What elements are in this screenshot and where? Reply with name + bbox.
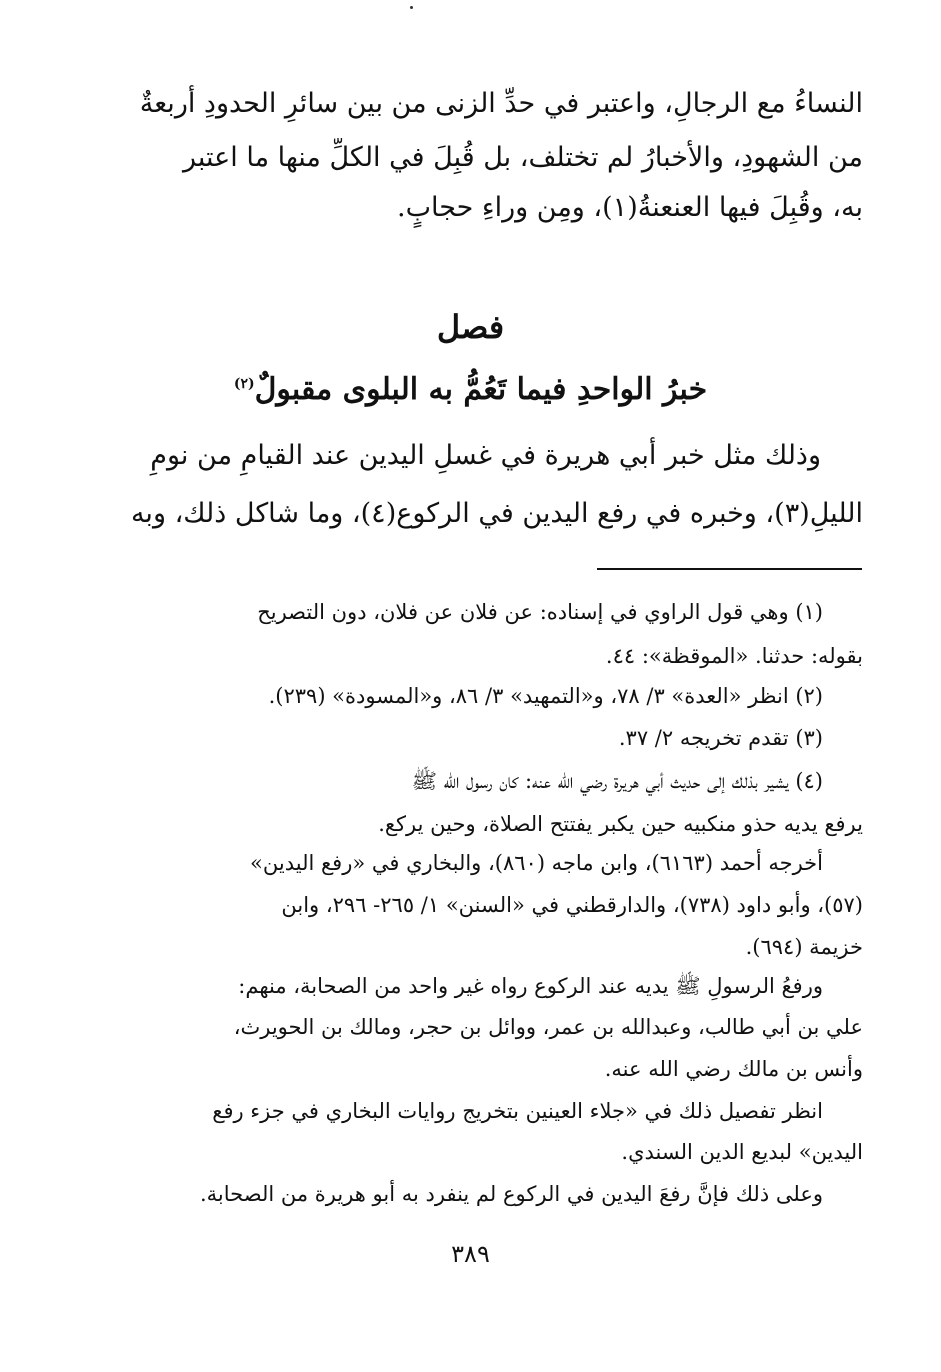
footnote-line: اليدين» لبديع الدين السندي.	[621, 1140, 863, 1164]
footnote-line: يرفع يديه حذو منكبيه حين يكبر يفتتح الصلاة، وحين يركع.	[378, 812, 863, 836]
footnote-line: (٥٧)، وأبو داود (٧٣٨)، والدارقطني في «السنن» ١/ ٢٦٥- ٢٩٦، وابن	[281, 893, 863, 917]
section-subtitle	[0, 362, 941, 412]
footnote-line: علي بن أبي طالب، وعبدالله بن عمر، ووائل بن حجر، ومالك بن الحويرث،	[233, 1015, 863, 1039]
footnote-line: وعلى ذلك فإنَّ رفعَ اليدين في الركوع لم ينفرد به أبو هريرة من الصحابة.	[200, 1182, 823, 1206]
body-line: به، وقُبِلَ فيها العنعنةُ(١)، ومِن وراءِ حجابٍ.	[397, 192, 863, 223]
footnote-line: أخرجه أحمد (٦١٦٣)، وابن ماجه (٨٦٠)، والبخاري في «رفع اليدين»	[250, 851, 823, 875]
scan-speck	[410, 6, 413, 9]
body-line: الليلِ(٣)، وخبره في رفع اليدين في الركوع(٤)، وما شاكل ذلك، وبه	[130, 498, 863, 529]
footnote-line: انظر تفصيل ذلك في «جلاء العينين بتخريج روايات البخاري في جزء رفع	[212, 1099, 823, 1123]
body-line: النساءُ مع الرجالِ، واعتبر في حدِّ الزنى من بين سائرِ الحدودِ أربعةٌ	[139, 88, 863, 119]
footnote-line: وأنس بن مالك رضي الله عنه.	[604, 1057, 863, 1081]
page-number: ٣٨٩	[451, 1240, 490, 1268]
footnote-line: ورفعُ الرسولِ ﷺ يديه عند الركوع رواه غير واحد من الصحابة، منهم:	[238, 974, 823, 998]
footnote-line: (١) وهي قول الراوي في إسناده: عن فلان عن فلان، دون التصريح	[257, 600, 823, 624]
section-subtitle-text: خبرُ الواحدِ فيما تَعُمُّ به البلوى مقبولٌ	[254, 372, 708, 407]
footnote-line: خزيمة (٦٩٤).	[745, 935, 863, 959]
footnote-separator	[597, 568, 862, 570]
section-title: فصل	[436, 308, 505, 346]
footnote-line: (٢) انظر «العدة» ٣/ ٧٨، و«التمهيد» ٣/ ٨٦، و«المسودة» (٢٣٩).	[268, 684, 823, 708]
body-line: من الشهودِ، والأخبارُ لم تختلف، بل قُبِلَ في الكلِّ منها ما اعتبر	[182, 142, 863, 173]
footnote-line: بقوله: حدثنا. «الموقظة»: ٤٤.	[605, 644, 863, 668]
footnote-line: (٤) يشير بذلك إلى حديث أبي هريرة رضي الله عنه: كان رسول الله ﷺ	[411, 769, 823, 793]
footnote-line: (٣) تقدم تخريجه ٢/ ٣٧.	[618, 726, 823, 750]
body-line: وذلك مثل خبر أبي هريرة في غسلِ اليدين عند القيامِ من نومِ	[150, 440, 821, 471]
footnote-ref: (٢)	[233, 376, 255, 392]
